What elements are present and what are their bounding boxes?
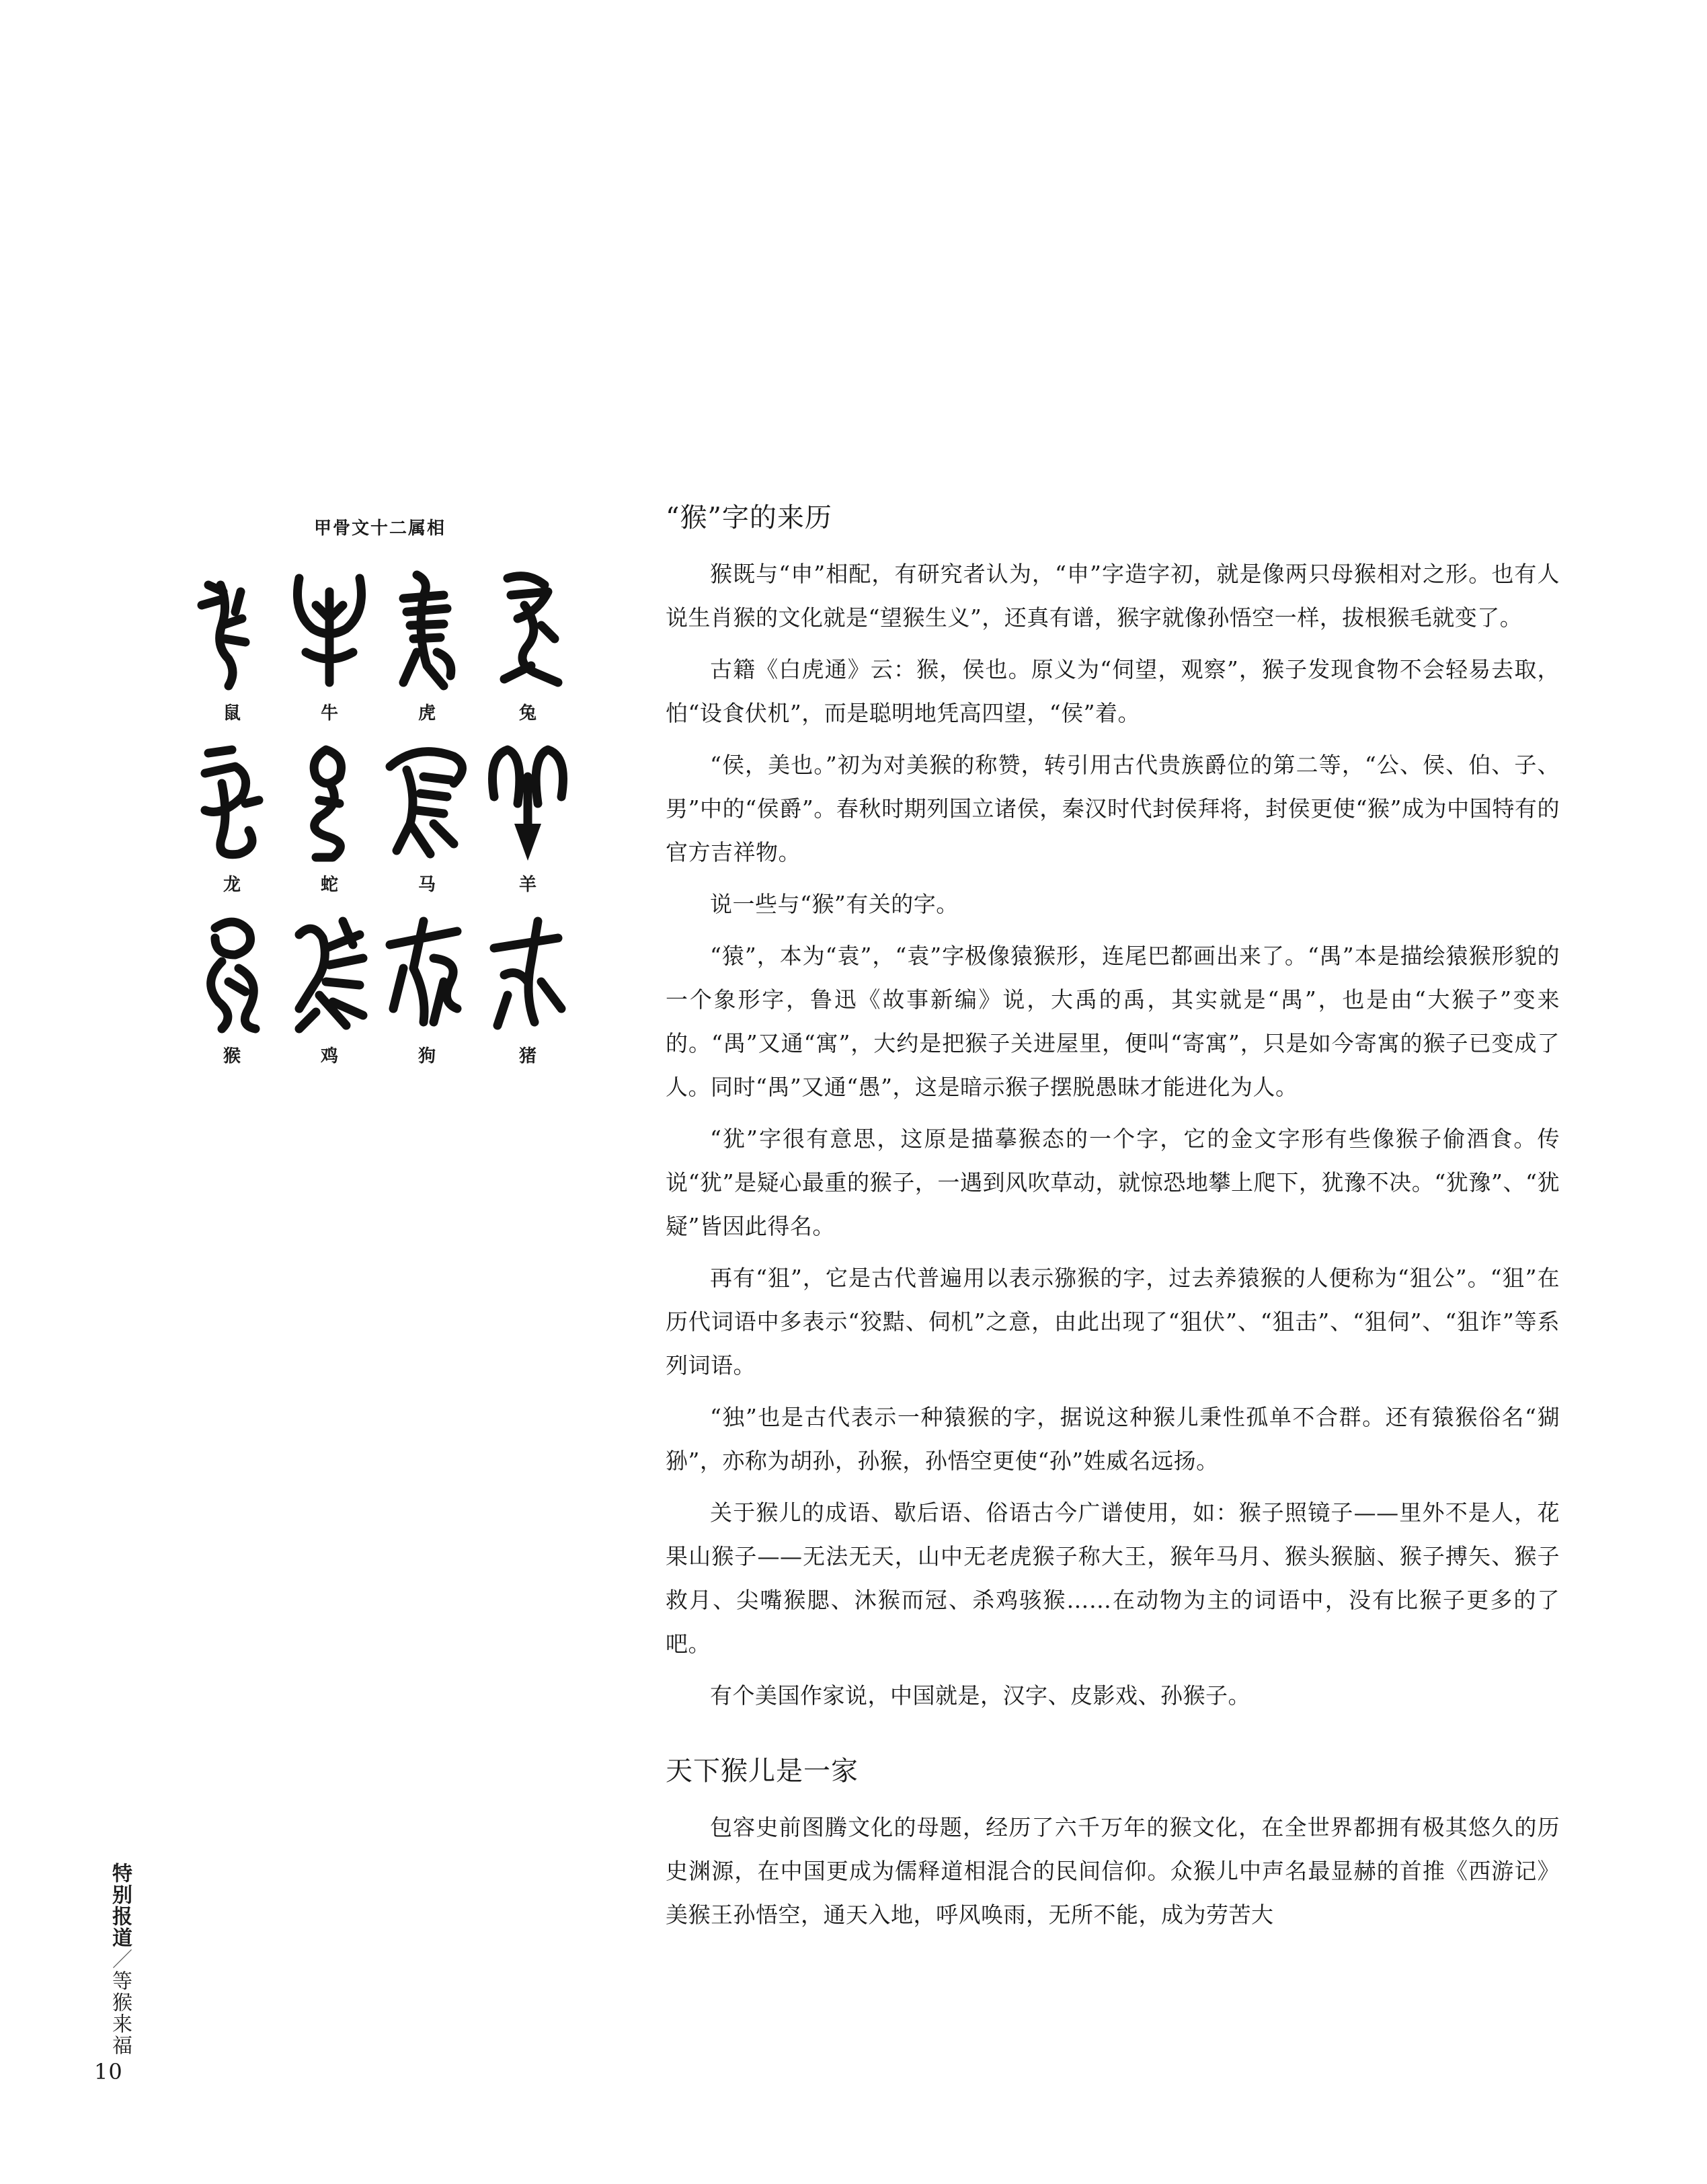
zodiac-label: 虎 [418, 703, 436, 724]
dragon-glyph-icon [182, 736, 282, 864]
zodiac-cell-horse [376, 736, 477, 896]
paragraph: 关于猴儿的成语、歇后语、俗语古今广谱使用，如：猴子照镜子——里外不是人，花果山猴子——无法无天，山中无老虎猴子称大王，猴年马月、猴头猴脑、猴子搏矢、猴子救月、尖嘴猴腮、沐猴而冠、杀鸡骇猴……在动物为主的词语中，没有比猴子更多的了吧。 [666, 1499, 1560, 1657]
rat-glyph-icon [182, 565, 282, 693]
snake-glyph-icon [279, 736, 380, 864]
zodiac-cell-pig [477, 908, 578, 1067]
zodiac-cell-rabbit [477, 565, 578, 724]
zodiac-label: 兔 [518, 703, 537, 724]
page-number: 10 [94, 2059, 123, 2084]
zodiac-label: 马 [418, 875, 436, 895]
article-body [666, 496, 1560, 1945]
paragraph: “侯，美也。”初为对美猴的称赞，转引用古代贵族爵位的第二等，“公、侯、伯、子、男”中的“侯爵”。春秋时期列国立诸侯，秦汉时代封侯拜将，封侯更使“猴”成为中国特有的官方吉祥物。 [666, 752, 1560, 865]
goat-glyph-icon [477, 736, 578, 864]
running-header-section: 特别报道 [108, 1863, 132, 1949]
zodiac-label: 鼠 [223, 703, 241, 724]
zodiac-cell-goat [477, 736, 578, 896]
zodiac-cell-ox [279, 565, 380, 724]
dog-glyph-icon [376, 908, 477, 1036]
paragraph: “独”也是古代表示一种猿猴的字，据说这种猴儿秉性孤单不合群。还有猿猴俗名“猢狲”，亦称为胡孙，孙猴，孙悟空更使“孙”姓威名远扬。 [666, 1404, 1560, 1474]
running-header-title: 等猴来福 [108, 1970, 132, 2056]
paragraph: “犹”字很有意思，这原是描摹猴态的一个字，它的金文字形有些像猴子偷酒食。传说“犹”是疑心最重的猴子，一遇到风吹草动，就惊恐地攀上爬下，犹豫不决。“犹豫”、“犹疑”皆因此得名。 [666, 1126, 1560, 1239]
zodiac-cell-tiger [376, 565, 477, 724]
paragraph: 再有“狙”，它是古代普遍用以表示猕猴的字，过去养猿猴的人便称为“狙公”。“狙”在历代词语中多表示“狡黠、伺机”之意，由此出现了“狙伏”、“狙击”、“狙伺”、“狙诈”等系列词语。 [666, 1265, 1560, 1378]
paragraph: 包容史前图腾文化的母题，经历了六千万年的猴文化，在全世界都拥有极其悠久的历史渊源，在中国更成为儒释道相混合的民间信仰。众猴儿中声名最显赫的首推《西游记》美猴王孙悟空，通天入地，呼风唤雨，无所不能，成为劳苦大 [666, 1814, 1560, 1928]
pig-glyph-icon [477, 908, 578, 1036]
zodiac-cell-dog [376, 908, 477, 1067]
zodiac-cell-rat [182, 565, 282, 724]
zodiac-title: 甲骨文十二属相 [313, 518, 446, 539]
zodiac-figure [182, 514, 578, 1066]
zodiac-label: 猪 [518, 1046, 537, 1066]
tiger-glyph-icon [376, 565, 477, 693]
monkey-glyph-icon [182, 908, 282, 1036]
section-heading: 天下猴儿是一家 [666, 1756, 859, 1787]
zodiac-label: 猴 [223, 1046, 241, 1066]
zodiac-label: 龙 [223, 875, 241, 895]
zodiac-label: 牛 [320, 703, 338, 724]
zodiac-label: 狗 [418, 1046, 436, 1066]
zodiac-cell-snake [279, 736, 380, 896]
paragraph: 猴既与“申”相配，有研究者认为，“申”字造字初，就是像两只母猴相对之形。也有人说生肖猴的文化就是“望猴生义”，还真有谱，猴字就像孙悟空一样，拔根猴毛就变了。 [666, 561, 1560, 631]
paragraph: 古籍《白虎通》云：猴，侯也。原义为“伺望，观察”，猴子发现食物不会轻易去取，怕“设食伏机”，而是聪明地凭高四望，“侯”着。 [666, 656, 1560, 726]
paragraph: 有个美国作家说，中国就是，汉字、皮影戏、孙猴子。 [710, 1682, 1251, 1709]
running-header-separator: ／ [108, 1949, 132, 1970]
zodiac-label: 鸡 [320, 1046, 338, 1066]
paragraph: “猿”，本为“袁”，“袁”字极像猿猴形，连尾巴都画出来了。“禺”本是描绘猿猴形貌的一个象形字，鲁迅《故事新编》说，大禹的禹，其实就是“禺”，也是由“大猴子”变来的。“禺”又通“寓”，大约是把猴子关进屋里，便叫“寄寓”，只是如今寄寓的猴子已变成了人。同时“禺”又通“愚”，这是暗示猴子摆脱愚昧才能进化为人。 [666, 943, 1560, 1100]
horse-glyph-icon [376, 736, 477, 864]
running-header [94, 1863, 134, 2056]
zodiac-cell-dragon [182, 736, 282, 896]
zodiac-cell-monkey [182, 908, 282, 1067]
zodiac-cell-rooster [279, 908, 380, 1067]
zodiac-label: 蛇 [320, 875, 338, 895]
ox-glyph-icon [279, 565, 380, 693]
rabbit-glyph-icon [477, 565, 578, 693]
zodiac-label: 羊 [518, 875, 537, 895]
section-heading: “猴”字的来历 [666, 502, 832, 533]
paragraph: 说一些与“猴”有关的字。 [710, 891, 959, 917]
rooster-glyph-icon [279, 908, 380, 1036]
